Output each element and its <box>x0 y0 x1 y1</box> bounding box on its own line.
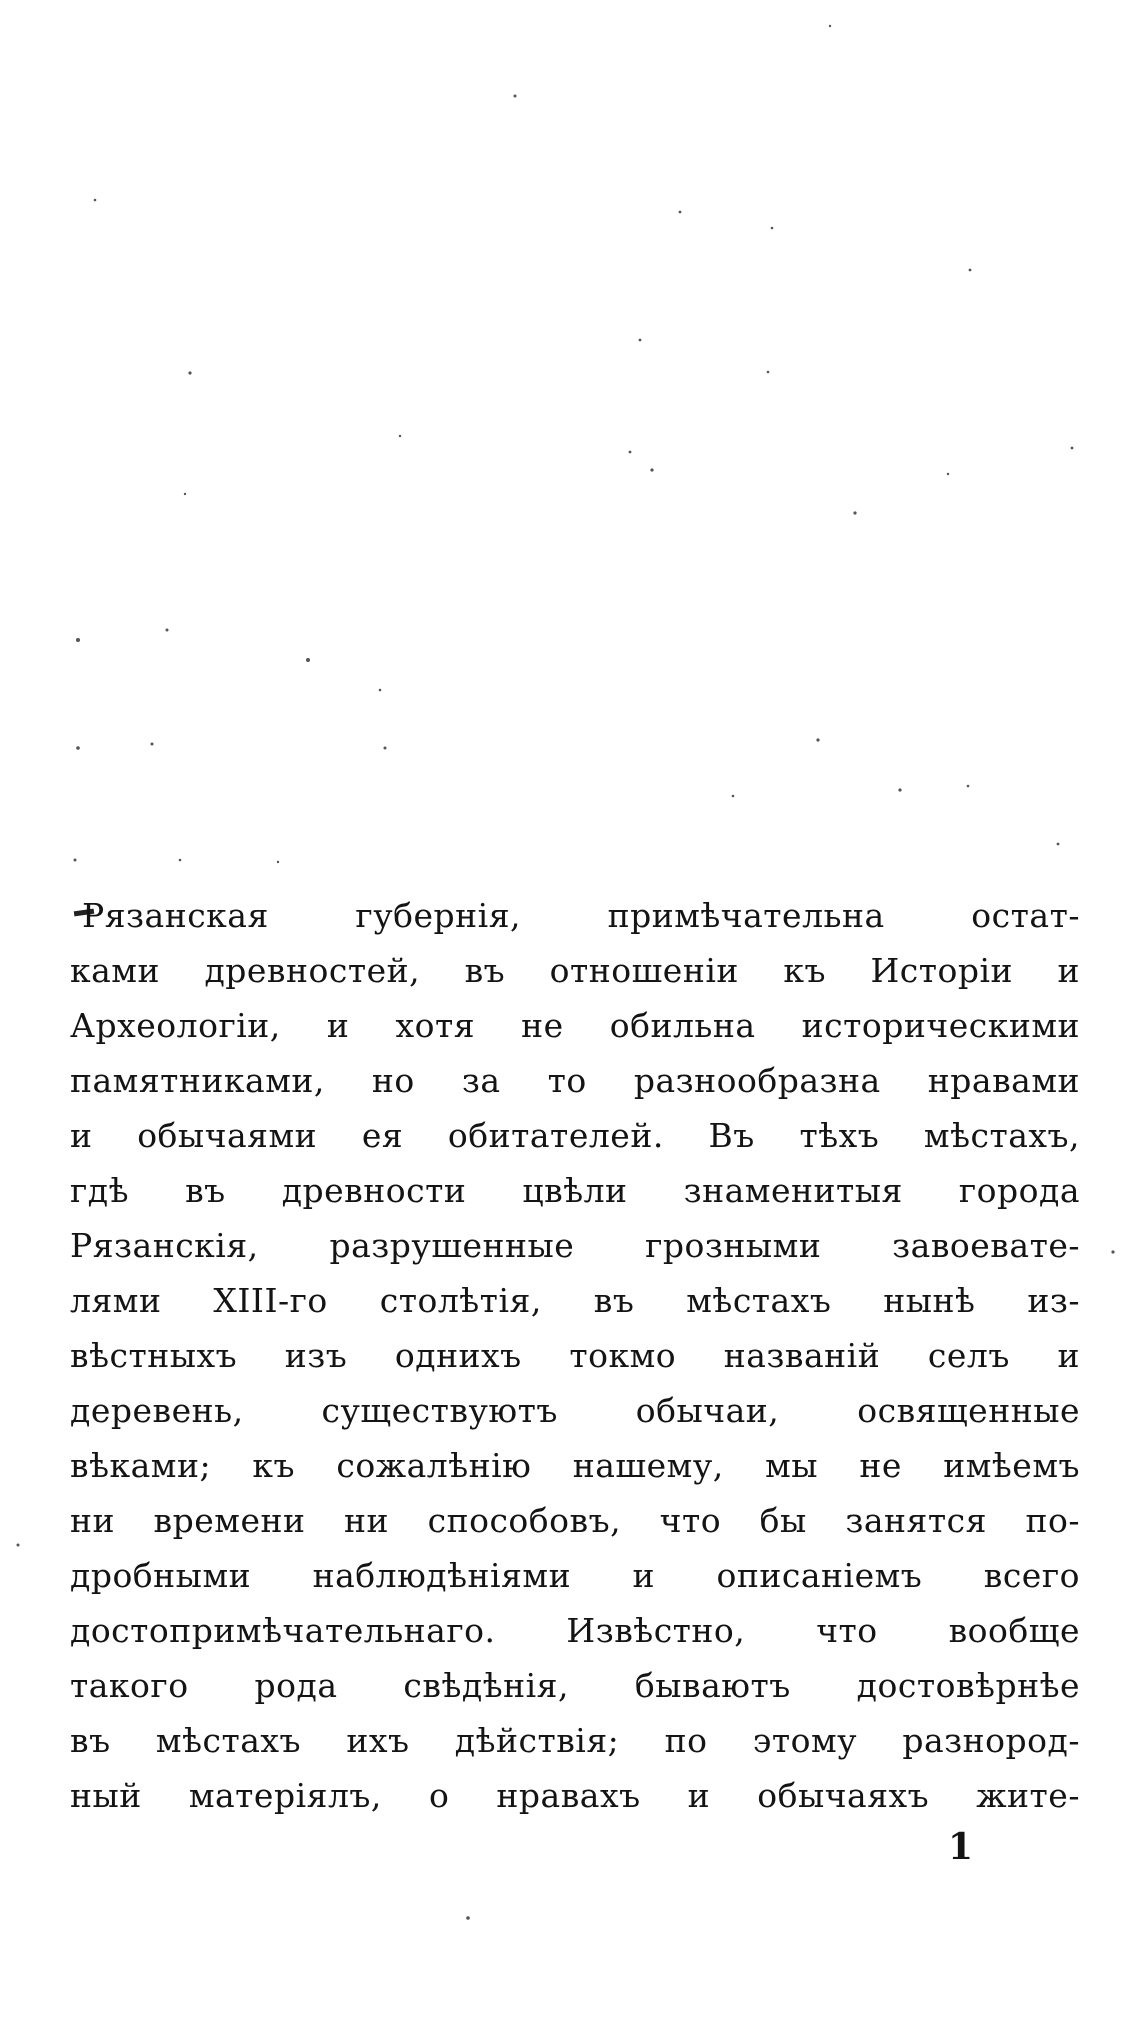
text-line: въ мѣстахъ ихъ дѣйствія; по этому разнород- <box>70 1721 1080 1760</box>
text-line: деревень, существуютъ обычаи, освященные <box>70 1391 1080 1430</box>
text-line: достопримѣчательнаго. Извѣстно, что вообще <box>70 1611 1080 1650</box>
text-line: ный матеріялъ, о нравахъ и обычаяхъ жите- <box>70 1776 1080 1815</box>
body-text <box>70 888 1080 1823</box>
text-line: ками древностей, въ отношеніи къ Исторіи и <box>70 951 1080 990</box>
text-line: гдѣ въ древности цвѣли знаменитыя города <box>70 1171 1080 1210</box>
text-line: Рязанскія, разрушенные грозными завоевате- <box>70 1226 1080 1265</box>
text-line: такого рода свѣдѣнія, бываютъ достовѣрнѣе <box>70 1666 1080 1705</box>
text-line: памятниками, но за то разнообразна нравами <box>70 1061 1080 1100</box>
page-number: 1 <box>948 1826 974 1868</box>
text-line: ни времени ни способовъ, что бы занятся по- <box>70 1501 1080 1540</box>
text-line: вѣстныхъ изъ однихъ токмо названій селъ и <box>70 1336 1080 1375</box>
text-line: лями XIII-го столѣтія, въ мѣстахъ нынѣ из- <box>70 1281 1080 1320</box>
text-line: и обычаями ея обитателей. Въ тѣхъ мѣстахъ, <box>70 1116 1080 1155</box>
text-line: Рязанская губернія, примѣчательна остат- <box>82 896 1080 935</box>
text-line: дробными наблюдѣніями и описаніемъ всего <box>70 1556 1080 1595</box>
text-line: вѣками; къ сожалѣнію нашему, мы не имѣемъ <box>70 1446 1080 1485</box>
text-line: Археологіи, и хотя не обильна историческими <box>70 1006 1080 1045</box>
